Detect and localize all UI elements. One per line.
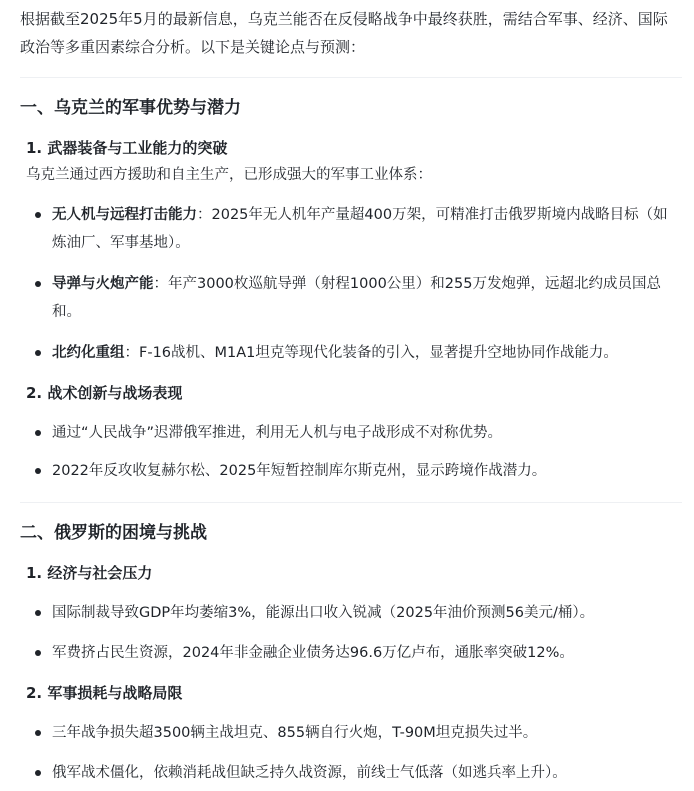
bullet-dot — [35, 468, 41, 474]
list-item: 三年战争损失超3500辆主战坦克、855辆自行火炮，T-90M坦克损失过半。 — [52, 725, 538, 741]
list-item-text: ：F-16战机、M1A1坦克等现代化装备的引入，显著提升空地协同作战能力。 — [124, 345, 618, 361]
list-item-bold: 导弹与火炮产能 — [52, 276, 154, 292]
bullet-dot — [35, 770, 41, 776]
list-item-bold: 无人机与远程打击能力 — [52, 207, 197, 223]
bullet-dot — [35, 610, 41, 616]
section-divider — [20, 77, 682, 78]
list-item-text: ：2025年无人机年产量超400万架，可精准打击俄罗斯境内战略目标（如炼油厂、军事基地）。 — [52, 207, 668, 251]
bullet-dot — [35, 350, 41, 356]
subsection-heading: 1. 武器装备与工业能力的突破 — [26, 139, 228, 157]
list-item: 通过“人民战争”迟滞俄军推进，利用无人机与电子战形成不对称优势。 — [52, 425, 503, 441]
list-item — [52, 339, 682, 367]
section-divider — [20, 502, 682, 503]
section-heading-1: 一、乌克兰的军事优势与潜力 — [20, 98, 241, 118]
list-item: 俄军战术僵化，依赖消耗战但缺乏持久战资源，前线士气低落（如逃兵率上升）。 — [52, 765, 567, 781]
bullet-dot — [35, 650, 41, 656]
list-item — [52, 270, 682, 326]
subsection-heading: 2. 军事损耗与战略局限 — [26, 684, 183, 702]
bullet-dot — [35, 430, 41, 436]
bullet-dot — [35, 281, 41, 287]
intro-paragraph: 根据截至2025年5月的最新信息，乌克兰能否在反侵略战争中最终获胜，需结合军事、经济、国际政治等多重因素综合分析。以下是关键论点与预测： — [20, 10, 668, 56]
subsection-heading: 1. 经济与社会压力 — [26, 564, 153, 582]
bullet-dot — [35, 212, 41, 218]
list-item: 国际制裁导致GDP年均萎缩3%，能源出口收入锐减（2025年油价预测56美元/桶）。 — [52, 605, 595, 621]
list-item — [52, 201, 682, 257]
list-item-text: ：年产3000枚巡航导弹（射程1000公里）和255万发炮弹，远超北约成员国总和。 — [52, 276, 661, 320]
bullet-dot — [35, 730, 41, 736]
subsection-lead: 乌克兰通过西方援助和自主生产，已形成强大的军事工业体系： — [26, 167, 432, 183]
subsection-heading: 2. 战术创新与战场表现 — [26, 384, 183, 402]
list-item: 军费挤占民生资源，2024年非金融企业债务达96.6万亿卢布，通胀率突破12%。 — [52, 645, 574, 661]
list-item-bold: 北约化重组 — [52, 345, 125, 361]
list-item: 2022年反攻收复赫尔松、2025年短暂控制库尔斯克州，显示跨境作战潜力。 — [52, 463, 547, 479]
section-heading-2: 二、俄罗斯的困境与挑战 — [20, 523, 207, 543]
